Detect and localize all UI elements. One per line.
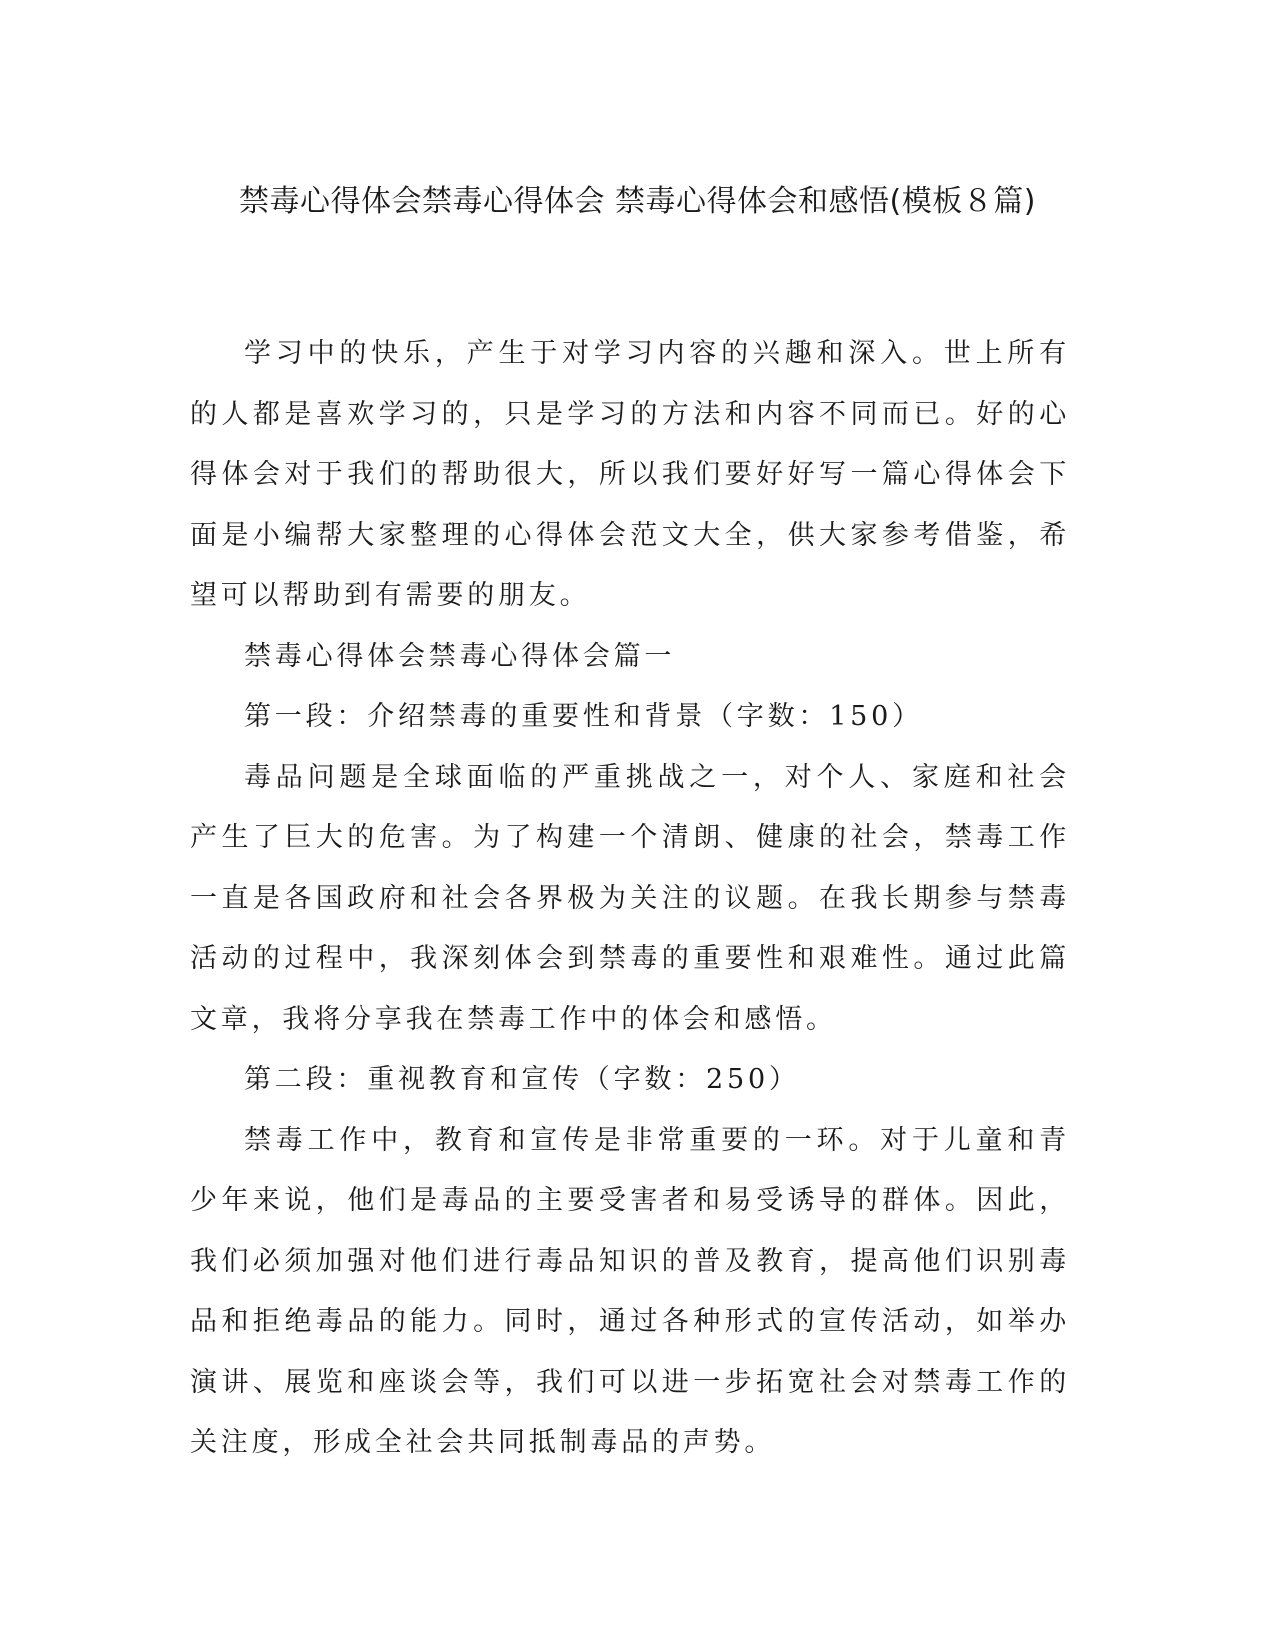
document-title: 禁毒心得体会禁毒心得体会 禁毒心得体会和感悟(模板８篇) (239, 184, 1036, 219)
subsection-heading: 第一段：介绍禁毒的重要性和背景（字数：150） (244, 701, 923, 732)
body-paragraph: 禁毒工作中，教育和宣传是非常重要的一环。对于儿童和青少年来说，他们是毒品的主要受害者和易受诱导的群体。因此，我们必须加强对他们进行毒品知识的普及教育，提高他们识别毒品和拒绝毒品的能力。同时，通过各种形式的宣传活动，如举办演讲、展览和座谈会等，我们可以进一步拓宽社会对禁毒工作的关注度，形成全社会共同抵制毒品的声势。 (190, 1124, 1070, 1458)
body-paragraph: 毒品问题是全球面临的严重挑战之一，对个人、家庭和社会产生了巨大的危害。为了构建一个清朗、健康的社会，禁毒工作一直是各国政府和社会各界极为关注的议题。在我长期参与禁毒活动的过程中，我深刻体会到禁毒的重要性和艰难性。通过此篇文章，我将分享我在禁毒工作中的体会和感悟。 (190, 761, 1070, 1035)
document-body (190, 324, 1070, 1474)
subsection-heading: 第二段：重视教育和宣传（字数：250） (244, 1064, 800, 1095)
intro-paragraph: 学习中的快乐，产生于对学习内容的兴趣和深入。世上所有的人都是喜欢学习的，只是学习的方法和内容不同而已。好的心得体会对于我们的帮助很大，所以我们要好好写一篇心得体会下面是小编帮大家整理的心得体会范文大全，供大家参考借鉴，希望可以帮助到有需要的朋友。 (190, 338, 1070, 611)
section-heading: 禁毒心得体会禁毒心得体会篇一 (244, 640, 676, 672)
